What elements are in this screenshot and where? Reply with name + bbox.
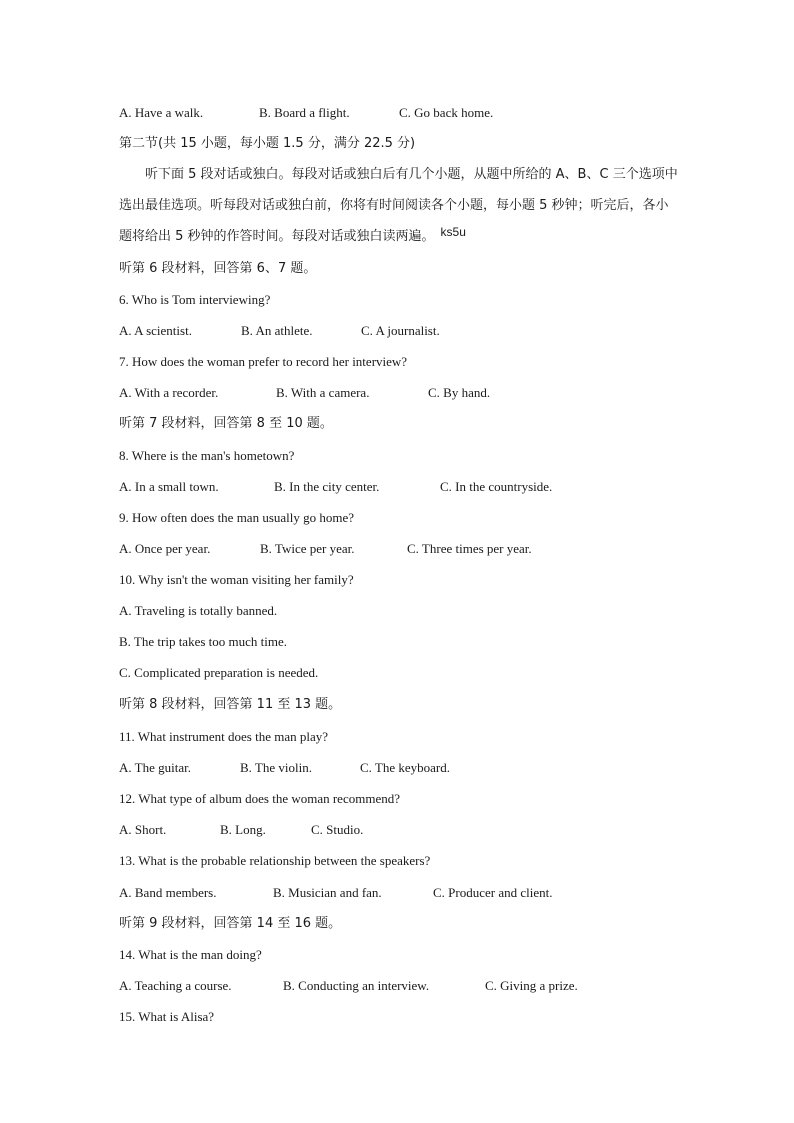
q12-option-a: A. Short. [119, 822, 167, 837]
q7-option-b: B. With a camera. [276, 385, 370, 400]
q13-option-c: C. Producer and client. [433, 885, 553, 900]
q8-option-a: A. In a small town. [119, 479, 219, 494]
q14-option-a: A. Teaching a course. [119, 978, 232, 993]
q6-option-b: B. An athlete. [241, 323, 313, 338]
q14-option-b: B. Conducting an interview. [283, 978, 430, 993]
q11-option-a: A. The guitar. [119, 760, 191, 775]
q6-option-c: C. A journalist. [361, 323, 440, 338]
q12-stem: 12. What type of album does the woman recommend? [119, 791, 400, 806]
q7-option-c: C. By hand. [428, 385, 491, 400]
q13-stem: 13. What is the probable relationship between the speakers? [119, 853, 431, 868]
q10-option-b: B. The trip takes too much time. [119, 634, 288, 649]
q9-option-a: A. Once per year. [119, 541, 211, 556]
q9-stem: 9. How often does the man usually go home? [119, 510, 355, 525]
q10-stem: 10. Why isn't the woman visiting her family? [119, 572, 354, 587]
instructions-paragraph [119, 159, 679, 252]
section2-heading: 第二节(共 15 小题，每小题 1.5 分，满分 22.5 分) [119, 136, 416, 151]
material7-heading: 听第 7 段材料，回答第 8 至 10 题。 [119, 416, 333, 431]
q8-option-c: C. In the countryside. [440, 479, 553, 494]
q10-option-a: A. Traveling is totally banned. [119, 603, 278, 618]
q12-option-c: C. Studio. [311, 822, 364, 837]
watermark: ks5u [440, 225, 466, 239]
q14-stem: 14. What is the man doing? [119, 947, 262, 962]
q11-option-b: B. The violin. [240, 760, 312, 775]
q10-option-c: C. Complicated preparation is needed. [119, 665, 319, 680]
q14-option-c: C. Giving a prize. [485, 978, 578, 993]
q7-stem: 7. How does the woman prefer to record her interview? [119, 354, 408, 369]
q5-option-c: C. Go back home. [399, 105, 494, 120]
material9-heading: 听第 9 段材料，回答第 14 至 16 题。 [119, 916, 342, 931]
q5-option-a: A. Have a walk. [119, 105, 204, 120]
q12-option-b: B. Long. [220, 822, 266, 837]
q8-option-b: B. In the city center. [274, 479, 380, 494]
q11-option-c: C. The keyboard. [360, 760, 451, 775]
material6-heading: 听第 6 段材料，回答第 6、7 题。 [119, 261, 317, 276]
q9-option-c: C. Three times per year. [407, 541, 532, 556]
q7-option-a: A. With a recorder. [119, 385, 219, 400]
q6-option-a: A. A scientist. [119, 323, 192, 338]
q9-option-b: B. Twice per year. [260, 541, 355, 556]
q13-option-a: A. Band members. [119, 885, 217, 900]
material8-heading: 听第 8 段材料，回答第 11 至 13 题。 [119, 697, 342, 712]
q8-stem: 8. Where is the man's hometown? [119, 448, 295, 463]
q6-stem: 6. Who is Tom interviewing? [119, 292, 271, 307]
instructions-text: 听下面 5 段对话或独白。每段对话或独白后有几个小题，从题中所给的 A、B、C 三个选项中选出最佳选项。听每段对话或独白前，你将有时间阅读各个小题，每小题 5 秒钟；听完后，各小题将给出 5 秒钟的作答时间。每段对话或独白读两遍。 [119, 167, 678, 244]
q11-stem: 11. What instrument does the man play? [119, 729, 329, 744]
q13-option-b: B. Musician and fan. [273, 885, 382, 900]
q5-option-b: B. Board a flight. [259, 105, 350, 120]
q15-stem: 15. What is Alisa? [119, 1009, 215, 1024]
